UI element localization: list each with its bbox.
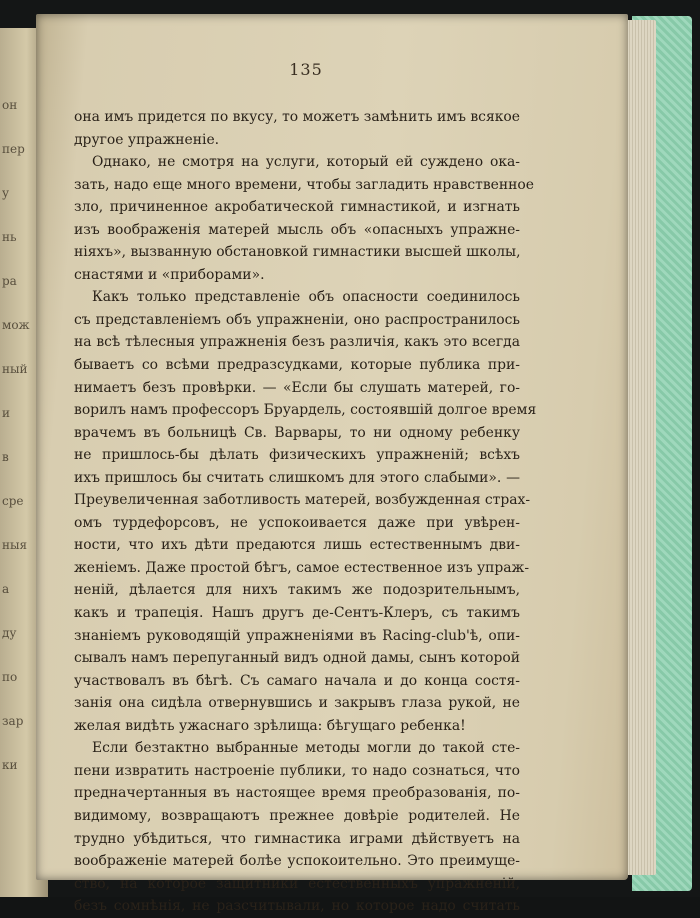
text-line: зать, надо еще много времени, чтобы загладить нравственное <box>74 176 534 193</box>
left-page-fragment: нь <box>2 230 17 244</box>
text-line: ство, на которое защитники естественныхъ упражненій, <box>74 875 520 892</box>
text-line: съ представленіемъ объ упражненіи, оно распространилось <box>74 311 520 328</box>
text-line: Какъ только представленіе объ опасности соединилось <box>92 289 520 306</box>
text-line: безъ сомнѣнія, не разсчитывали, но которое надо считать <box>74 898 520 915</box>
left-page-fragment: у <box>2 186 10 200</box>
left-page-fragment: ныя <box>2 538 28 552</box>
book-page <box>36 14 628 915</box>
left-page-fragment: сре <box>2 494 24 508</box>
text-line: предначертанныя въ настоящее время преобразованія, по- <box>74 785 520 802</box>
left-page-fragment: зар <box>2 714 24 728</box>
text-line: не пришлось-бы дѣлать физическихъ упражненій; всѣхъ <box>74 447 520 464</box>
text-line: женіемъ. Даже простой бѣгъ, самое естественное изъ упраж- <box>74 559 530 576</box>
page-number: 135 <box>289 60 323 79</box>
left-page-fragment: мож <box>2 318 30 332</box>
text-line: пени извратить настроеніе публики, то надо сознаться, что <box>74 762 520 779</box>
left-page-fragment: в <box>2 450 9 464</box>
text-line: ворилъ намъ профессоръ Бруардель, состоявшій долгое время <box>74 402 537 419</box>
text-line: участвовалъ въ бѣгѣ. Съ самаго начала и до конца состя- <box>74 672 520 689</box>
text-line: изъ воображенія матерей мысль объ «опасныхъ упражне- <box>74 221 520 238</box>
text-line: на всѣ тѣлесныя упражненія безъ различія, какъ это всегда <box>74 334 520 351</box>
text-line: зло, причиненное акробатической гимнастикой, и изгнать <box>74 199 520 216</box>
text-line: трудно убѣдиться, что гимнастика играми дѣйствуетъ на <box>74 830 520 847</box>
text-line: какъ и трапеція. Нашъ другъ де-Сентъ-Клеръ, съ такимъ <box>74 605 520 622</box>
text-line: ніяхъ», вызванную обстановкой гимнастики высшей школы, <box>74 244 521 261</box>
text-line: Однако, не смотря на услуги, который ей суждено ока- <box>92 154 520 171</box>
text-line: воображеніе матерей болѣе успокоительно. Это преимуще- <box>74 853 520 870</box>
text-line: нимаетъ безъ провѣрки. — «Если бы слушать матерей, го- <box>74 379 520 396</box>
text-line: омъ турдефорсовъ, не успокоивается даже при увѣрен- <box>74 514 520 531</box>
left-page-fragment: он <box>2 98 18 112</box>
text-line: видимому, возвращаютъ прежнее довѣріе родителей. Не <box>74 807 520 824</box>
text-line: Преувеличенная заботливость матерей, возбужденная страх- <box>74 492 531 509</box>
left-page-fragment: ду <box>2 626 17 640</box>
left-page-fragment: ный <box>2 362 28 376</box>
text-line: снастями и «приборами». <box>74 266 265 283</box>
left-page-fragment: по <box>2 670 18 684</box>
text-line: ихъ пришлось бы считать слишкомъ для этого слабыми». — <box>74 469 520 486</box>
left-page-fragment: ра <box>2 274 17 288</box>
text-line: знаніемъ руководящій упражненіями въ Racing-club'ѣ, опи- <box>74 627 520 644</box>
left-page-fragment: ки <box>2 758 18 772</box>
text-line: другое упражненіе. <box>74 131 220 148</box>
body-text <box>74 106 537 918</box>
left-page-fragment: а <box>2 582 10 596</box>
text-line: занія она сидѣла отвернувшись и закрывъ глаза рукой, не <box>74 695 520 712</box>
text-line: врачемъ въ больницѣ Св. Варвары, то ни одному ребенку <box>74 424 520 441</box>
text-line: бываетъ со всѣми предразсудками, которые публика при- <box>74 357 520 374</box>
text-line: желая видѣть ужаснаго зрѣлища: бѣгущаго ребенка! <box>74 717 466 734</box>
text-line: неній, дѣлается для нихъ такимъ же подозрительнымъ, <box>74 582 520 599</box>
text-line: сывалъ намъ перепуганный видъ одной дамы, сынъ которой <box>74 650 520 667</box>
text-line: Если безтактно выбранные методы могли до такой сте- <box>92 740 520 757</box>
text-line: она имъ придется по вкусу, то можетъ замѣнить имъ всякое <box>74 109 520 125</box>
left-page-fragment: и <box>2 406 10 420</box>
left-page-fragment: пер <box>2 142 25 156</box>
text-line: ности, что ихъ дѣти предаются лишь естественнымъ дви- <box>74 537 520 554</box>
